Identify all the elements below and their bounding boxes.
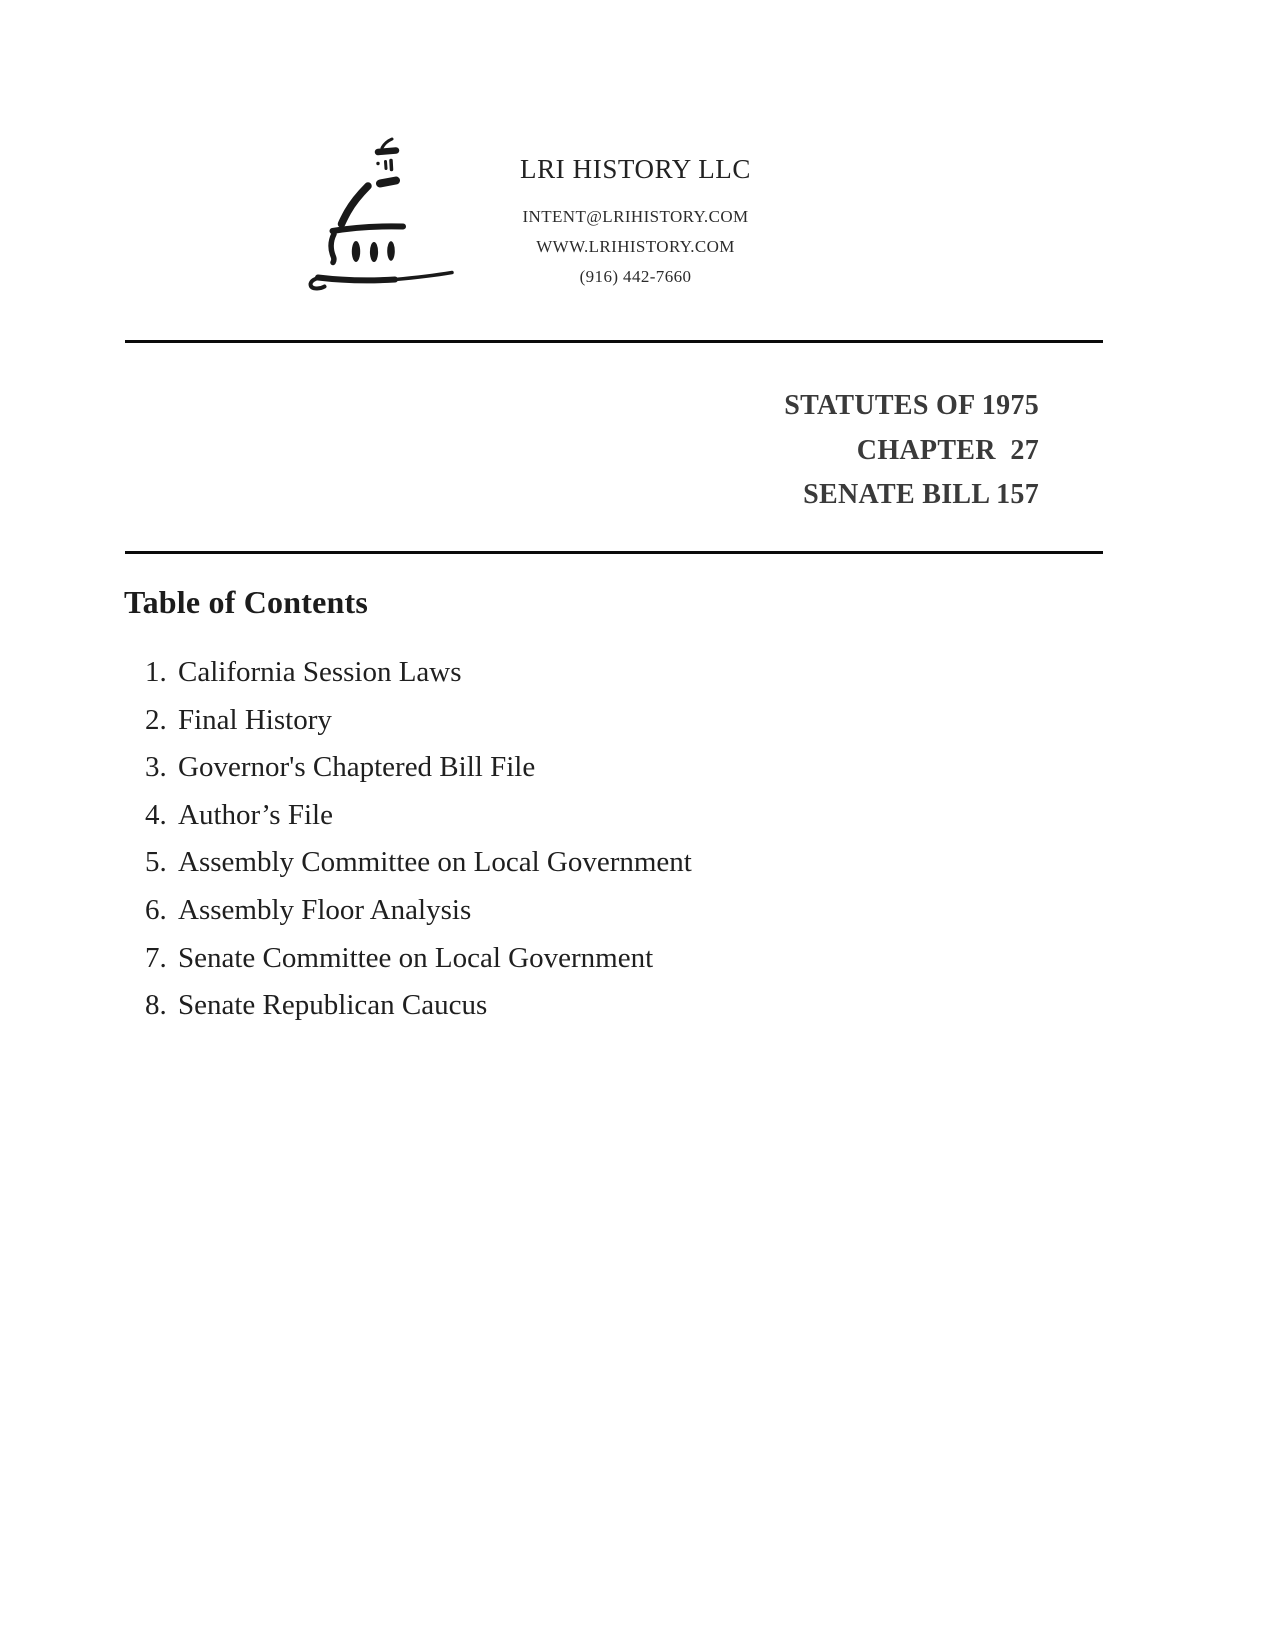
company-name: LRI HISTORY LLC [519,154,751,184]
toc-item [145,842,845,890]
toc-item [145,700,845,748]
logo-tick-right [391,161,392,170]
logo-left-wall [331,234,334,263]
toc-item [145,747,845,795]
toc-item-label: Final History [178,703,332,736]
toc-item-number: 8. [145,989,167,1022]
logo-column-3 [387,241,395,261]
horizontal-rule-top [125,340,1103,343]
toc-item [145,795,845,843]
toc-item-label: California Session Laws [178,656,462,688]
toc-item-number: 6. [145,893,167,926]
document-title-block [784,384,1039,518]
toc-list [145,652,845,1033]
logo-column-2 [370,242,378,262]
toc-item [145,985,845,1033]
phone-number: (916) 442-7660 [579,267,692,286]
statutes-line: STATUTES OF 1975 [784,390,1039,421]
letterhead [448,150,823,292]
chapter-line: CHAPTER 27 [856,434,1039,466]
toc-item [145,938,845,986]
toc-item-number: 2. [145,703,167,736]
logo-base-swoosh-tip [395,273,452,280]
toc-item-label: Author’s File [178,798,333,831]
logo-column-1 [352,241,360,262]
horizontal-rule-bottom [125,551,1103,554]
senate-bill-line: SENATE BILL 157 [803,479,1039,510]
toc-item-label: Senate Republican Caucus [178,989,488,1022]
email-address: INTENT@LRIHISTORY.COM [522,207,749,226]
toc-item-number: 3. [145,751,167,784]
logo-flag-pole [382,139,392,148]
logo-tick-left [386,162,387,169]
capitol-dome-logo-icon [300,130,460,295]
logo-dome-curve [342,186,369,224]
logo-tick-dot [376,162,379,165]
toc-item-label: Governor's Chaptered Bill File [178,751,536,784]
toc-item-label: Assembly Floor Analysis [178,893,472,926]
toc-item-number: 4. [145,798,167,831]
toc-heading: Table of Contents [124,584,369,620]
logo-flag-base [378,151,396,153]
toc-item-label: Assembly Committee on Local Government [178,846,692,879]
logo-base-swoosh [318,278,395,281]
toc-item-number: 7. [145,941,167,974]
toc-item-number: 1. [145,656,167,688]
toc-item [145,652,845,700]
toc-item-label: Senate Committee on Local Government [178,941,654,974]
logo-entablature-bar [333,226,404,231]
website-url: WWW.LRIHISTORY.COM [536,237,735,256]
logo-lantern-base [380,181,396,184]
toc-item-number: 5. [145,846,167,879]
toc-item [145,890,845,938]
